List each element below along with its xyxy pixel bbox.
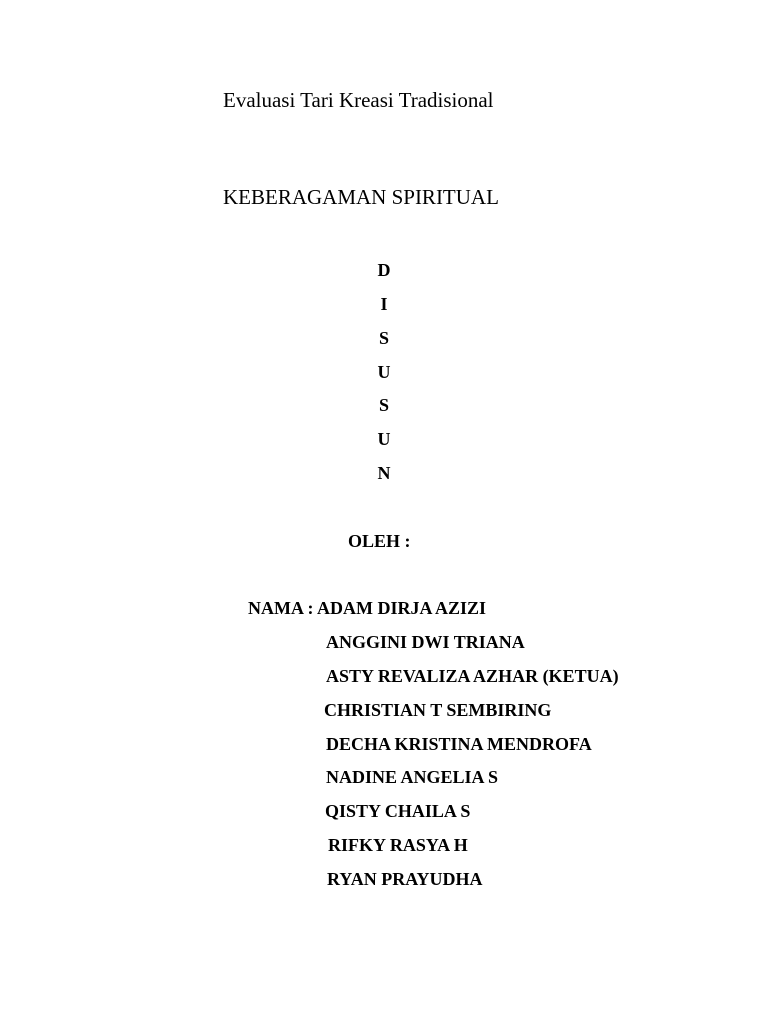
disusun-letter: U xyxy=(377,362,391,382)
member-name: RIFKY RASYA H xyxy=(328,835,468,855)
member-name: DECHA KRISTINA MENDROFA xyxy=(326,734,592,754)
disusun-letter: N xyxy=(377,463,391,483)
member-name: NAMA : ADAM DIRJA AZIZI xyxy=(248,598,487,618)
disusun-letter: D xyxy=(377,260,391,280)
document-subtitle: KEBERAGAMAN SPIRITUAL xyxy=(223,185,499,209)
disusun-letter: S xyxy=(378,328,390,348)
oleh-label: OLEH : xyxy=(348,531,411,551)
member-name: ANGGINI DWI TRIANA xyxy=(326,632,525,652)
member-name: CHRISTIAN T SEMBIRING xyxy=(324,700,552,720)
document-title: Evaluasi Tari Kreasi Tradisional xyxy=(223,88,494,112)
member-name: NADINE ANGELIA S xyxy=(326,767,499,787)
disusun-letter: I xyxy=(380,294,388,314)
member-name: QISTY CHAILA S xyxy=(325,801,471,821)
disusun-letter: U xyxy=(377,429,391,449)
member-name: RYAN PRAYUDHA xyxy=(327,869,483,889)
disusun-letter: S xyxy=(378,395,390,415)
member-name: ASTY REVALIZA AZHAR (KETUA) xyxy=(326,666,619,686)
